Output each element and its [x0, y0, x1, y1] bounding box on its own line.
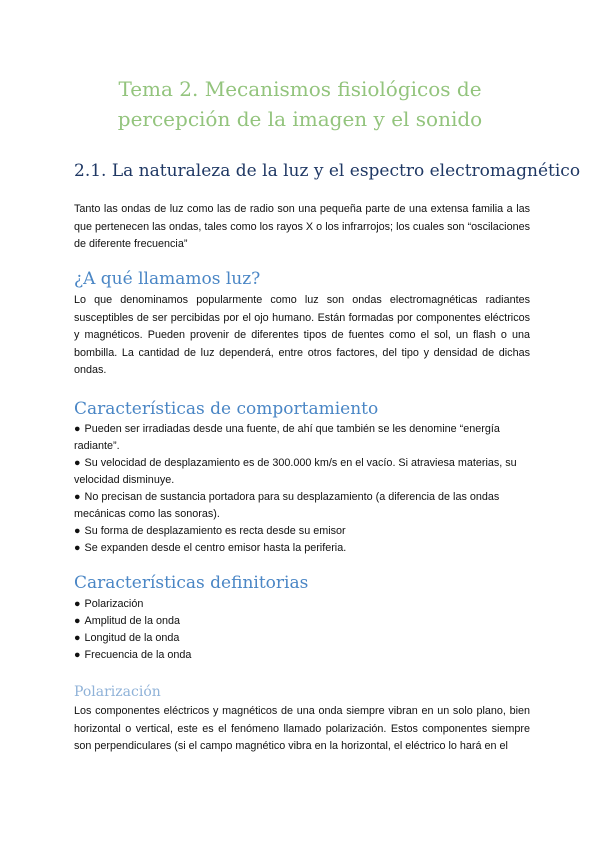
- list-item: [74, 647, 530, 664]
- document-title: Tema 2. Mecanismos fisiológicos de percepción de la imagen y el sonido: [117, 77, 483, 131]
- luz-paragraph: Lo que denominamos popularmente como luz son ondas electromagnéticas radiantes susceptibles de ser percibidas por el ojo humano. Están formadas por componentes eléctricos y magnéticos. Pueden provenir de diferentes tipos de fuentes como el sol, un flash o una bombilla. La cantidad de luz dependerá, entre otros factores, del tipo y densidad de dichas ondas.: [74, 294, 530, 376]
- list-item-text: Amplitud de la onda: [84, 615, 180, 627]
- bullet-icon: ●: [74, 457, 81, 469]
- list-item: [74, 455, 530, 489]
- list-item: [74, 523, 530, 540]
- bullet-icon: ●: [74, 598, 81, 610]
- list-item-text: Polarización: [84, 598, 144, 610]
- comportamiento-list: [74, 421, 530, 557]
- list-item: [74, 540, 530, 557]
- list-item-text: Longitud de la onda: [84, 632, 180, 644]
- list-item-text: Su velocidad de desplazamiento es de 300.000 km/s en el vacío. Si atraviesa materias, su velocidad disminuye.: [74, 457, 517, 486]
- list-item-text: Su forma de desplazamiento es recta desde su emisor: [84, 525, 346, 537]
- bullet-icon: ●: [74, 525, 81, 537]
- bullet-icon: ●: [74, 632, 81, 644]
- bullet-icon: ●: [74, 491, 81, 503]
- bullet-icon: ●: [74, 649, 81, 661]
- list-item-text: Pueden ser irradiadas desde una fuente, de ahí que también se les denomine “energía radiante”.: [74, 423, 500, 452]
- section-heading: 2.1. La naturaleza de la luz y el espectro electromagnético: [74, 161, 581, 181]
- definitorias-list: [74, 596, 530, 664]
- list-item: [74, 630, 530, 647]
- bullet-icon: ●: [74, 615, 81, 627]
- definitorias-heading: Características definitorias: [74, 573, 309, 593]
- list-item-text: Se expanden desde el centro emisor hasta la periferia.: [84, 542, 347, 554]
- list-item-text: Frecuencia de la onda: [84, 649, 192, 661]
- bullet-icon: ●: [74, 423, 81, 435]
- list-item: [74, 613, 530, 630]
- luz-heading: ¿A qué llamamos luz?: [74, 269, 261, 289]
- polarizacion-paragraph: Los componentes eléctricos y magnéticos de una onda siempre vibran en un solo plano, bien horizontal o vertical, este es el fenómeno llamado polarización. Estos componentes siempre son perpendiculares (si el campo magnético vibra en la horizontal, el eléctrico lo hará en el: [74, 705, 530, 752]
- list-item-text: No precisan de sustancia portadora para su desplazamiento (a diferencia de las ondas mecánicas como las sonoras).: [74, 491, 500, 520]
- list-item: [74, 421, 530, 455]
- list-item: [74, 489, 530, 523]
- comportamiento-heading: Características de comportamiento: [74, 399, 379, 419]
- polarizacion-heading: Polarización: [74, 684, 161, 700]
- bullet-icon: ●: [74, 542, 81, 554]
- intro-paragraph: Tanto las ondas de luz como las de radio son una pequeña parte de una extensa familia a las que pertenecen las ondas, tales como los rayos X o los infrarrojos; los cuales son “oscilaciones de diferente frecuencia”: [74, 203, 530, 250]
- list-item: [74, 596, 530, 613]
